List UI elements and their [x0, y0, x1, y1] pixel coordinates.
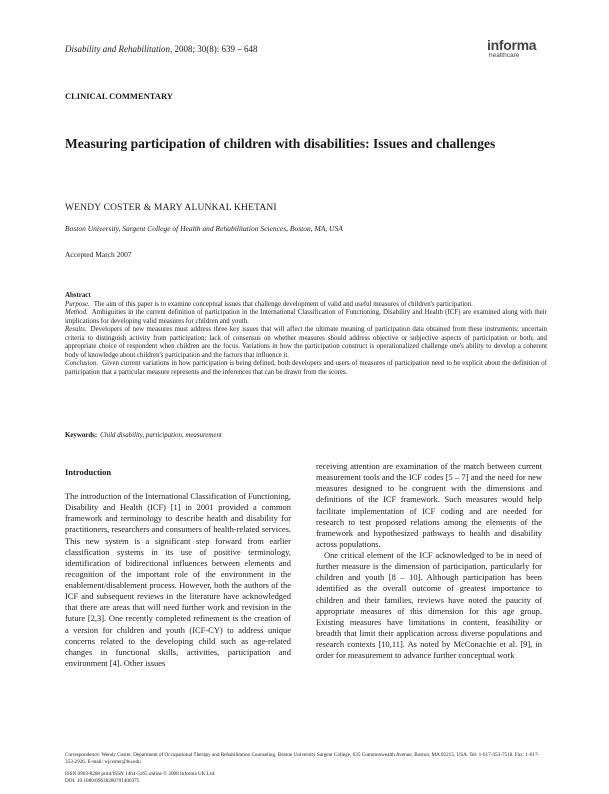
journal-citation — [65, 44, 258, 54]
authors: WENDY COSTER & MARY ALUNKAL KHETANI — [65, 203, 277, 213]
results-label: Results. — [65, 326, 87, 333]
body-column-right — [316, 461, 542, 661]
body-column-left — [65, 458, 291, 669]
publisher-logo — [487, 38, 547, 60]
purpose-label: Purpose. — [65, 300, 90, 308]
abstract-conclusion — [65, 360, 547, 377]
abstract-purpose — [65, 301, 547, 310]
results-text: Developers of new measures must address three key issues that will affect the ultimate meaning of participation data obtained from these instruments: uncertain criteria to distinguish activity from participation; lack of consensus on whether measures should address objective or subjective aspects of participation or both; and appropriate choice of respondent when children are the focus. Variations in how the participation construct is operationalized challenge one's ability to develop a coherent body of knowledge about children's participation and the factors that influence it. — [65, 326, 547, 359]
right-paragraph-2: One critical element of the ICF acknowledged to be in need of further measure is the dimension of participation, particularly for children and youth [8 – 10]. Although participation has been identified as the overall outcome of greatest importance to children and their families, reviews have noted the paucity of appropriate measures of this dimension for this age group. Existing measures have limitations in content, feasibility or breadth that limit their application across diverse populations and research contexts [10,11]. As noted by McConachie et al. [9], in order for measurement to advance further conceptual work — [316, 550, 542, 661]
conclusion-text: Given current variations in how participation is being defined, both developers and users of measures of participation need to be explicit about the definition of participation that a particular measure represents and the inferences that can be drawn from the scores. — [65, 360, 547, 376]
intro-paragraph: The introduction of the International Classification of Functioning, Disability and Health (ICF) [1] in 2001 provided a common framework and terminology to describe health and disability for practitioners, researchers and consumers of health-related services. This new system is a significant step forward from earlier classification systems in its use of positive terminology, identification of bidirectional influences between elements and recognition of the important role of the environment in the enablement/disablement process. However, both the authors of the ICF and subsequent reviews in the literature have acknowledged that there are areas that will need further work and revision in the future [2,3]. One recently completed refinement is the creation of a version for children and youth (ICF-CY) to address unique concerns related to the developing child such as age-related changes in functional skills, activities, participation and environment [4]. Other issues — [65, 491, 291, 668]
affiliation: Boston University, Sargent College of Health and Rehabilitation Sciences, Boston, MA, USA — [65, 224, 343, 233]
keywords — [65, 432, 547, 439]
citation-volume: 2008; 30(8): 639 – 648 — [172, 44, 258, 54]
abstract — [65, 292, 547, 377]
doi-line: DOI: 10.1080/09638280701400375 — [65, 778, 140, 785]
introduction-heading: Introduction — [65, 467, 112, 477]
correspondence: Correspondence: Wendy Coster, Department of Occupational Therapy and Rehabilitation Counseling, Boston University Sargent College, 635 Commonwealth Avenue, Boston, MA 02215, USA. Tel: 1-617-353-7518. Fax: 1-617-353-2926. E-mail: wjcoster@bu.edu — [65, 752, 540, 766]
right-paragraph-1: receiving attention are examination of the match between current measurement tools and the ICF codes [5 – 7] and the need for new measures designed to be congruent with the dimensions and definitions of the ICF framework. Such measures would help facilitate implementation of ICF coding and are needed for research to test proposed relations among the elements of the framework and hypothesized pathways to health and disability across populations. — [316, 461, 542, 549]
abstract-heading: Abstract — [65, 292, 91, 299]
keywords-label: Keywords: — [65, 432, 98, 439]
abstract-results — [65, 326, 547, 360]
purpose-text: The aim of this paper is to examine conceptual issues that challenge development of valid and useful measures of children's participation. — [93, 300, 473, 308]
journal-name: Disability and Rehabilitation, — [65, 44, 173, 54]
logo-sub-text: healthcare — [489, 52, 520, 59]
method-label: Method. — [65, 309, 88, 316]
method-text: Ambiguities in the current definition of participation in the International Classification of Functioning, Disability and Health (ICF) are examined along with their implications for developing valid measures for children and youth. — [65, 309, 547, 325]
accepted-date: Accepted March 2007 — [65, 250, 132, 259]
logo-brand-text: informa — [487, 37, 537, 53]
keywords-text: Child disability, participation, measurement — [100, 432, 222, 439]
conclusion-label: Conclusion. — [65, 360, 99, 367]
section-label: CLINICAL COMMENTARY — [65, 91, 173, 101]
footer — [65, 752, 547, 786]
issn-line: ISSN 0963-8288 print/ISSN 1464-5165 online © 2008 Informa UK Ltd. — [65, 770, 216, 777]
abstract-method — [65, 309, 547, 326]
article-title: Measuring participation of children with disabilities: Issues and challenges — [65, 136, 496, 151]
